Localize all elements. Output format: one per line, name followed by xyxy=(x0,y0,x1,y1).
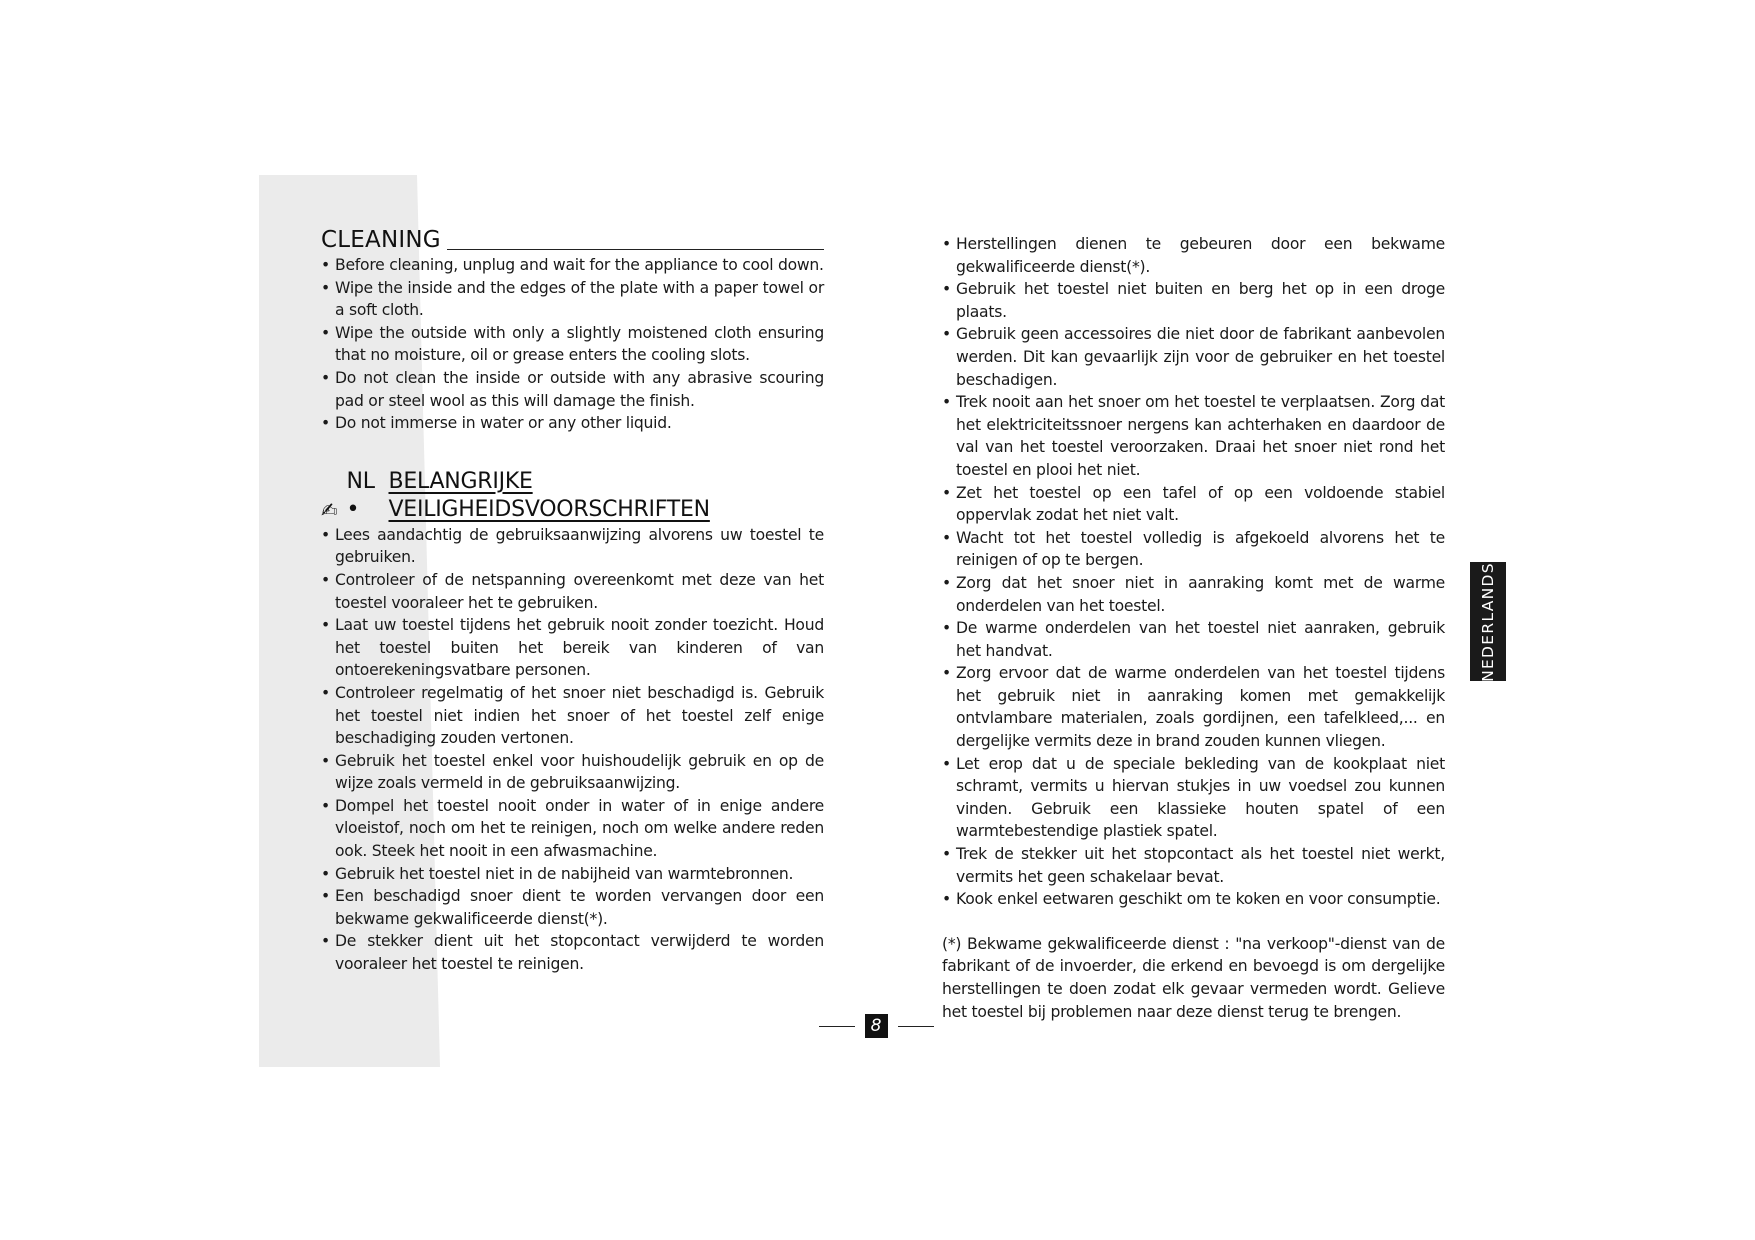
footnote: (*) Bekwame gekwalificeerde dienst : "na verkoop"-dienst van de fabrikant of de invoerder, die erkend en bevoegd is om dergelijke herstellingen te doen zodat elk gevaar vermeden wordt. Gelieve het toestel bij problemen naar deze dienst terug te brengen. xyxy=(942,934,1445,1021)
writing-hand-icon: ✍ xyxy=(321,497,338,522)
list-item: • Gebruik geen accessoires die niet door de fabrikant aanbevolen werden. Dit kan gevaarlijk zijn voor de gebruiker en het toestel beschadigen. xyxy=(942,323,1445,391)
list-item: • Controleer regelmatig of het snoer niet beschadigd is. Gebruik het toestel niet indien het snoer of het toestel zelf enige beschadiging zouden vertonen. xyxy=(321,682,824,750)
left-column xyxy=(321,226,824,976)
language-tab xyxy=(1470,562,1506,681)
list-item: • De warme onderdelen van het toestel niet aanraken, gebruik het handvat. xyxy=(942,617,1445,662)
list-item: • Before cleaning, unplug and wait for the appliance to cool down. xyxy=(321,254,824,277)
list-item: • Trek de stekker uit het stopcontact als het toestel niet werkt, vermits het geen schakelaar bevat. xyxy=(942,843,1445,888)
nl-safety-list xyxy=(321,524,824,976)
list-item: • Gebruik het toestel niet buiten en berg het op in een droge plaats. xyxy=(942,278,1445,323)
cleaning-title: CLEANING xyxy=(321,227,441,253)
language-tab-label: NEDERLANDS xyxy=(1479,561,1498,682)
nl-lang-code: NL • xyxy=(346,468,375,522)
list-item: • Gebruik het toestel niet in de nabijheid van warmtebronnen. xyxy=(321,863,824,886)
nl-section-title: BELANGRIJKE VEILIGHEIDSVOORSCHRIFTEN xyxy=(388,468,710,522)
list-item: • De stekker dient uit het stopcontact verwijderd te worden vooraleer het toestel te reinigen. xyxy=(321,930,824,975)
list-item: • Dompel het toestel nooit onder in water of in enige andere vloeistof, noch om het te reinigen, noch om welke andere reden ook. Steek het nooit in een afwasmachine. xyxy=(321,795,824,863)
list-item: • Een beschadigd snoer dient te worden vervangen door een bekwame gekwalificeerde dienst(*). xyxy=(321,885,824,930)
cleaning-heading xyxy=(321,226,824,254)
page-number-dash-left xyxy=(819,1026,855,1027)
nl-safety-list-continued xyxy=(942,233,1445,911)
list-item: • Wacht tot het toestel volledig is afgekoeld alvorens het te reinigen of op te bergen. xyxy=(942,527,1445,572)
list-item: • Zorg ervoor dat de warme onderdelen van het toestel tijdens het gebruik niet in aanraking komen met gemakkelijk ontvlambare materialen, zoals gordijnen, een tafelkleed,... en dergelijke vermits deze in brand zouden kunnen vliegen. xyxy=(942,662,1445,752)
page-number: 8 xyxy=(865,1014,888,1038)
list-item: • Lees aandachtig de gebruiksaanwijzing alvorens uw toestel te gebruiken. xyxy=(321,524,824,569)
page-footer xyxy=(816,1014,936,1038)
list-item: • Do not immerse in water or any other liquid. xyxy=(321,412,824,435)
right-column xyxy=(942,233,1445,1039)
list-item: • Let erop dat u de speciale bekleding van de kookplaat niet schramt, vermits u hiervan stukjes in uw voedsel zou kunnen vinden. Gebruik een klassieke houten spatel of een warmtebestendige plastiek spatel. xyxy=(942,753,1445,843)
list-item: • Wipe the inside and the edges of the plate with a paper towel or a soft cloth. xyxy=(321,277,824,322)
cleaning-list xyxy=(321,254,824,435)
nl-section-heading xyxy=(321,468,824,524)
list-item: • Herstellingen dienen te gebeuren door een bekwame gekwalificeerde dienst(*). xyxy=(942,233,1445,278)
list-item: • Laat uw toestel tijdens het gebruik nooit zonder toezicht. Houd het toestel buiten het bereik van kinderen of van ontoerekeningsvatbare personen. xyxy=(321,614,824,682)
list-item: • Kook enkel eetwaren geschikt om te koken en voor consumptie. xyxy=(942,888,1445,911)
page-number-dash-right xyxy=(898,1026,934,1027)
list-item: • Zorg dat het snoer niet in aanraking komt met de warme onderdelen van het toestel. xyxy=(942,572,1445,617)
list-item: • Gebruik het toestel enkel voor huishoudelijk gebruik en op de wijze zoals vermeld in de gebruiksaanwijzing. xyxy=(321,750,824,795)
list-item: • Controleer of de netspanning overeenkomt met deze van het toestel vooraleer het te gebruiken. xyxy=(321,569,824,614)
list-item: • Trek nooit aan het snoer om het toestel te verplaatsen. Zorg dat het elektriciteitssnoer nergens kan achterhaken en daardoor de val van het toestel veroorzaken. Draai het snoer niet rond het toestel en plooi het niet. xyxy=(942,391,1445,481)
heading-rule xyxy=(447,249,824,250)
list-item: • Do not clean the inside or outside with any abrasive scouring pad or steel wool as this will damage the finish. xyxy=(321,367,824,412)
list-item: • Wipe the outside with only a slightly moistened cloth ensuring that no moisture, oil or grease enters the cooling slots. xyxy=(321,322,824,367)
list-item: • Zet het toestel op een tafel of op een voldoende stabiel oppervlak zodat het niet valt. xyxy=(942,482,1445,527)
